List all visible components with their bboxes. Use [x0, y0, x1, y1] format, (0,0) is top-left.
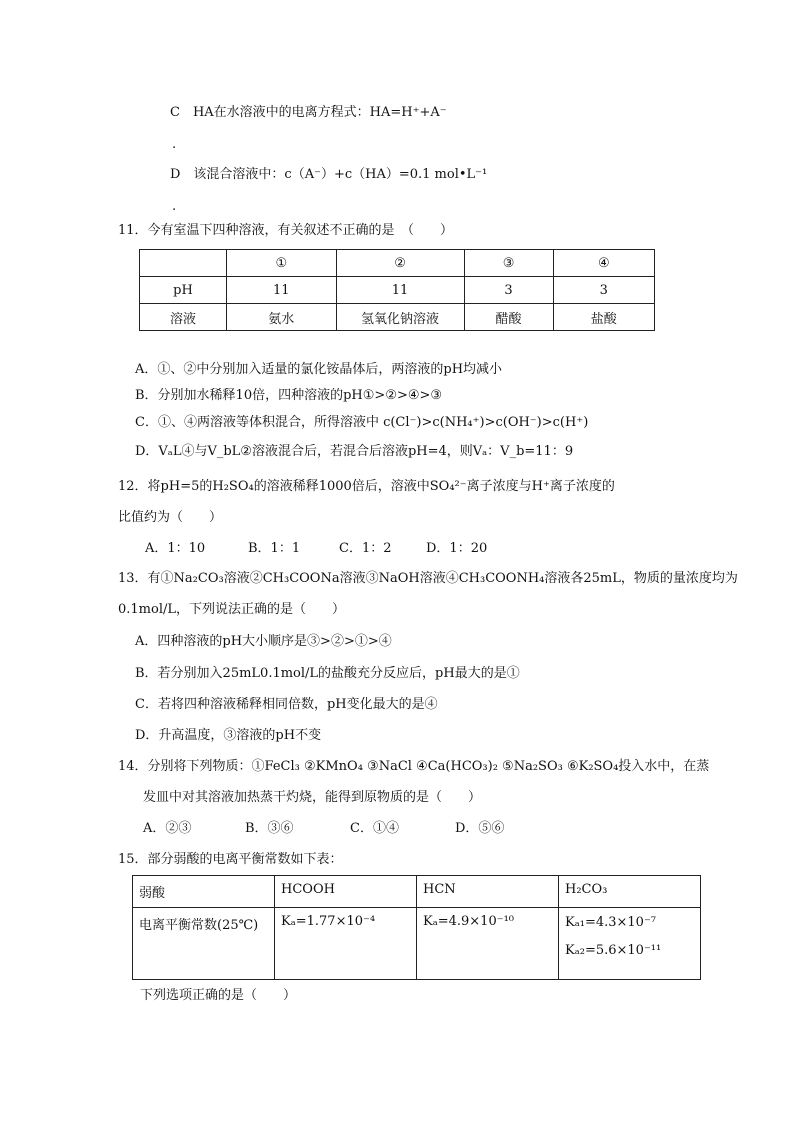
table-cell: 氢氧化钠溶液: [336, 304, 464, 331]
table-cell: 电离平衡常数(25℃): [133, 908, 275, 980]
table-cell: HCN: [417, 876, 559, 908]
table-row: [133, 908, 701, 980]
q14-stem-line2: 发皿中对其溶液加热蒸干灼烧，能得到原物质的是（ ）: [143, 790, 482, 805]
q14-option-c: C．①④: [350, 821, 399, 836]
table-cell: 3: [464, 277, 553, 304]
h2co3-ka1: Kₐ₁=4.3×10⁻⁷: [565, 915, 657, 930]
table-cell: [140, 250, 227, 277]
table-cell: 弱酸: [133, 876, 275, 908]
table-cell: H₂CO₃: [559, 876, 701, 908]
table-cell: 11: [336, 277, 464, 304]
q12-stem-line1: 12．将pH=5的H₂SO₄的溶液稀释1000倍后，溶液中SO₄²⁻离子浓度与H⁺离子浓度的: [118, 479, 615, 494]
table-cell: 3: [553, 277, 654, 304]
q14-option-b: B．③⑥: [245, 821, 294, 836]
h2co3-ka2: Kₐ₂=5.6×10⁻¹¹: [565, 943, 662, 958]
table-row: [140, 304, 655, 331]
q15-table: [132, 875, 701, 980]
q15-after-table: 下列选项正确的是（ ）: [140, 988, 297, 1003]
q10-option-c: C HA在水溶液中的电离方程式：HA=H⁺+A⁻: [170, 105, 447, 120]
table-cell: pH: [140, 277, 227, 304]
table-cell: ③: [464, 250, 553, 277]
q13-option-a: A．四种溶液的pH大小顺序是③>②>①>④: [135, 634, 392, 649]
q13-option-d: D．升高温度，③溶液的pH不变: [135, 728, 322, 743]
q11-option-c: C．①、④两溶液等体积混合，所得溶液中 c(Cl⁻)>c(NH₄⁺)>c(OH⁻)>c(H⁺): [135, 415, 589, 430]
table-cell: ④: [553, 250, 654, 277]
q14-stem-line1: 14．分别将下列物质：①FeCl₃ ②KMnO₄ ③NaCl ④Ca(HCO₃)₂ ⑤Na₂SO₃ ⑥K₂SO₄投入水中，在蒸: [118, 759, 710, 774]
q12-option-c: C．1：2: [339, 541, 392, 556]
q10-option-d: D 该混合溶液中：c（A⁻）+c（HA）=0.1 mol•L⁻¹: [170, 167, 488, 182]
q10-dot: .: [172, 137, 177, 152]
q11-stem: 11．今有室温下四种溶液，有关叙述不正确的是 （ ）: [118, 223, 454, 238]
table-cell: ②: [336, 250, 464, 277]
q12-option-d: D．1：20: [426, 541, 488, 556]
q13-stem-line2: 0.1mol/L，下列说法正确的是（ ）: [118, 602, 345, 617]
q13-option-b: B．若分别加入25mL0.1mol/L的盐酸充分反应后，pH最大的是①: [135, 666, 520, 681]
q13-stem-line1: 13．有①Na₂CO₃溶液②CH₃COONa溶液③NaOH溶液④CH₃COONH₄溶液各25mL，物质的量浓度均为: [118, 571, 738, 586]
q13-option-c: C．若将四种溶液稀释相同倍数，pH变化最大的是④: [135, 697, 438, 712]
q15-stem: 15．部分弱酸的电离平衡常数如下表：: [118, 852, 343, 867]
q11-option-d: D．VₐL④与V_bL②溶液混合后，若混合后溶液pH=4，则Vₐ：V_b=11：9: [135, 444, 574, 459]
table-cell: 醋酸: [464, 304, 553, 331]
q14-option-a: A．②③: [143, 821, 192, 836]
q11-option-b: B．分别加水稀释10倍，四种溶液的pH①>②>④>③: [135, 388, 443, 403]
table-cell: Kₐ=1.77×10⁻⁴: [275, 908, 417, 980]
q14-option-d: D．⑤⑥: [455, 821, 505, 836]
table-row: [140, 250, 655, 277]
table-cell: Kₐ=4.9×10⁻¹⁰: [417, 908, 559, 980]
q11-option-a: A．①、②中分别加入适量的氯化铵晶体后，两溶液的pH均减小: [135, 362, 503, 377]
table-cell: ①: [227, 250, 337, 277]
q10-dot: .: [172, 199, 177, 214]
table-cell: HCOOH: [275, 876, 417, 908]
table-cell: [559, 908, 701, 980]
q12-option-a: A．1：10: [145, 541, 206, 556]
table-row: [133, 876, 701, 908]
table-cell: 11: [227, 277, 337, 304]
q11-table: [139, 249, 655, 331]
q12-stem-line2: 比值约为（ ）: [118, 510, 223, 525]
table-cell: 盐酸: [553, 304, 654, 331]
table-cell: 氨水: [227, 304, 337, 331]
table-row: [140, 277, 655, 304]
table-cell: 溶液: [140, 304, 227, 331]
q12-option-b: B．1：1: [248, 541, 301, 556]
